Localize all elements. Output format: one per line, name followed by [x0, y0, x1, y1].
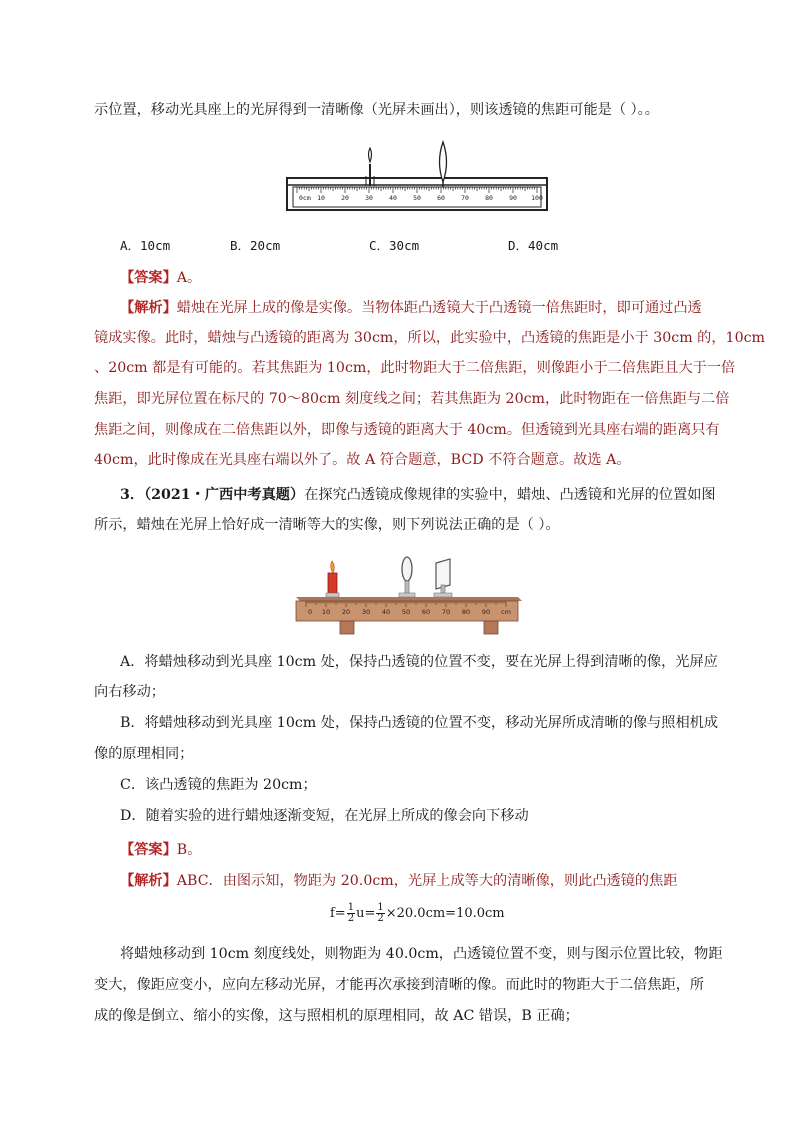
- q3-ruler-tick-label: cm: [501, 608, 511, 616]
- q2-analysis-line-1: 【解析】蜡烛在光屏上成的像是实像。当物体距凸透镜大于凸透镜一倍焦距时，即可通过凸透: [120, 300, 702, 316]
- answer-value: A。: [176, 270, 202, 286]
- q2-ruler-tick-label: 100: [531, 194, 543, 202]
- q2-analysis-line-5: 焦距之间，则像成在二倍焦距以外，即像与透镜的距离大于 40cm。但透镜到光具座右端的距离只有: [94, 422, 720, 438]
- q2-ruler-tick-label: 10: [317, 194, 325, 202]
- q2-ruler-tick-label: 40: [389, 194, 397, 202]
- q3-analysis-line-2: 将蜡烛移动到 10cm 刻度线处，则物距为 40.0cm，凸透镜位置不变，则与图示位置比较，物距: [120, 946, 723, 962]
- q2-answer: [120, 268, 201, 288]
- q3-ruler-tick-label: 60: [421, 608, 431, 616]
- q3-ruler-tick-label: 30: [361, 608, 371, 616]
- q3-source: （2021・广西中考真题）: [144, 487, 305, 503]
- q3-analysis-line-1: 【解析】ABC．由图示知，物距为 20.0cm，光屏上成等大的清晰像，则此凸透镜的焦距: [120, 873, 678, 889]
- q3-ruler-tick-label: 90: [481, 608, 491, 616]
- q2-analysis-line-6: 40cm，此时像成在光具座右端以外了。故 A 符合题意，BCD 不符合题意。故选 A。: [94, 452, 631, 468]
- q3-ruler-tick-label: 0: [308, 608, 313, 616]
- q3-option-c: C．该凸透镜的焦距为 20cm；: [120, 777, 317, 793]
- analysis-tag: 【解析】: [120, 300, 177, 316]
- q2-ruler-tick-label: 0cm: [299, 194, 311, 202]
- q2-analysis-line-4: 焦距，即光屏位置在标尺的 70～80cm 刻度线之间；若其焦距为 20cm，此时物距在一倍焦距与二倍: [94, 391, 730, 407]
- q2-intro: 示位置，移动光具座上的光屏得到一清晰像（光屏未画出），则该透镜的焦距可能是（ ）。。: [94, 102, 659, 118]
- screen-icon: [434, 559, 452, 597]
- q2-analysis-line-2: 镜成实像。此时，蜡烛与凸透镜的距离为 30cm，所以，此实验中，凸透镜的焦距是小于 30cm 的，10cm: [94, 330, 766, 346]
- q2-ruler-tick-label: 70: [461, 194, 469, 202]
- q3-answer: [120, 840, 201, 860]
- q2-ruler-tick-label: 90: [509, 194, 517, 202]
- candle-icon: [326, 561, 339, 597]
- q3-formula: f= $\frac{1}{2}$ u= $\frac{1}{2}$ ×20.0cm=10.0cm: [330, 902, 505, 924]
- answer-tag: 【答案】: [120, 842, 177, 858]
- q2-option-a: A．10cm: [120, 238, 171, 253]
- q2-ruler-tick-label: 20: [341, 194, 349, 202]
- q3-ruler-tick-label: 40: [381, 608, 391, 616]
- fraction-one-half: $\frac{1}{2}$: [377, 902, 384, 924]
- q3-ruler-tick-label: 70: [441, 608, 451, 616]
- q3-number: 3．: [120, 487, 145, 503]
- q2-option-c: C．30cm: [369, 238, 420, 253]
- q2-ruler-tick-label: 60: [437, 194, 445, 202]
- q3-option-a-line-1: A．将蜡烛移动到光具座 10cm 处，保持凸透镜的位置不变，要在光屏上得到清晰的像，光屏应: [120, 654, 718, 670]
- q3-analysis-line-3: 变大，像距应变小，应向左移动光屏，才能再次承接到清晰的像。而此时的物距大于二倍焦距，所: [94, 977, 705, 993]
- q3-analysis-line-4: 成的像是倒立、缩小的实像，这与照相机的原理相同，故 AC 错误，B 正确；: [94, 1008, 579, 1024]
- fraction-one-half: $\frac{1}{2}$: [347, 902, 355, 924]
- q2-ruler-tick-label: 30: [365, 194, 373, 202]
- q3-ruler-tick-label: 80: [461, 608, 471, 616]
- analysis-tag: 【解析】: [120, 873, 177, 889]
- answer-tag: 【答案】: [120, 270, 177, 286]
- lens-icon: [399, 557, 415, 597]
- q3-ruler-tick-label: 10: [321, 608, 331, 616]
- q2-optical-bench-figure: [285, 140, 550, 218]
- q3-optical-bench-figure: [292, 555, 522, 637]
- q2-ruler-tick-label: 50: [413, 194, 421, 202]
- q3-ruler-tick-label: 50: [401, 608, 411, 616]
- q3-option-d: D．随着实验的进行蜡烛逐渐变短，在光屏上所成的像会向下移动: [120, 808, 529, 824]
- q2-option-b: B．20cm: [230, 238, 281, 253]
- q3-option-b-line-1: B．将蜡烛移动到光具座 10cm 处，保持凸透镜的位置不变，移动光屏所成清晰的像与照相机成: [120, 715, 719, 731]
- q3-option-a-line-2: 向右移动；: [94, 684, 165, 700]
- q3-stem-line-1: 3．（2021・广西中考真题）在探究凸透镜成像规律的实验中，蜡烛、凸透镜和光屏的位置如图: [120, 487, 716, 503]
- q3-ruler-tick-label: 20: [341, 608, 351, 616]
- q2-analysis-line-3: 、20cm 都是有可能的。若其焦距为 10cm，此时物距大于二倍焦距，则像距小于二倍焦距且大于一倍: [94, 360, 736, 376]
- q2-option-d: D．40cm: [508, 238, 559, 253]
- q3-option-b-line-2: 像的原理相同；: [94, 746, 194, 762]
- q2-ruler-tick-label: 80: [485, 194, 493, 202]
- answer-value: B。: [176, 842, 202, 858]
- q3-stem-line-2: 所示，蜡烛在光屏上恰好成一清晰等大的实像，则下列说法正确的是（ ）。: [94, 517, 560, 533]
